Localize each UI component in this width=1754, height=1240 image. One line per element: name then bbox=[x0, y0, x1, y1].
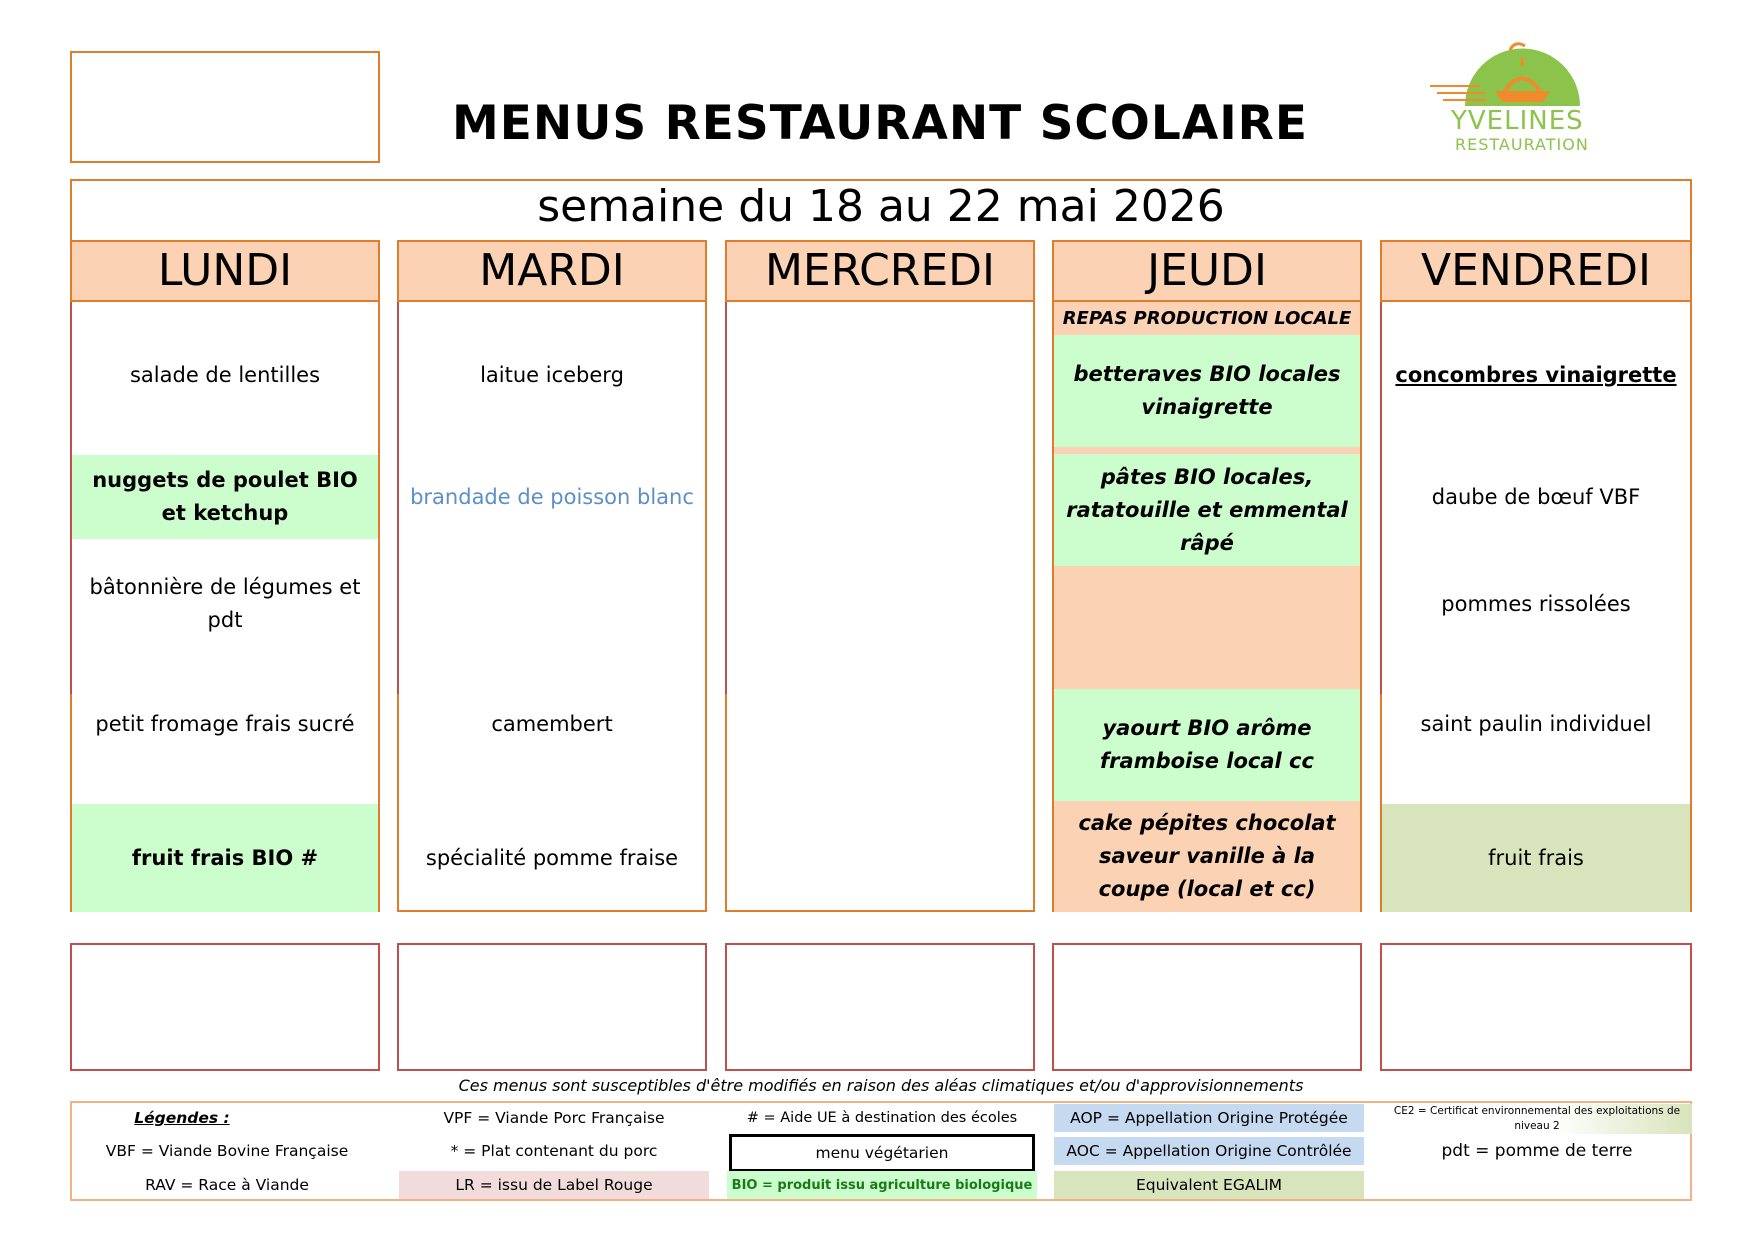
jeudi-dessert: cake pépites chocolat saveur vanille à la coupe (local et cc) bbox=[1054, 801, 1360, 912]
jeudi-entree: betteraves BIO locales vinaigrette bbox=[1054, 335, 1360, 447]
lundi-dessert: fruit frais BIO # bbox=[72, 804, 378, 912]
header-empty-box bbox=[70, 51, 380, 163]
legend-aop: AOP = Appellation Origine Protégée bbox=[1054, 1104, 1364, 1132]
bottom-box-jeudi bbox=[1052, 943, 1362, 1071]
legend-box bbox=[70, 1101, 1692, 1201]
bottom-box-mercredi bbox=[725, 943, 1035, 1071]
day-header-mardi: MARDI bbox=[399, 242, 705, 302]
page-title: MENUS RESTAURANT SCOLAIRE bbox=[452, 96, 1308, 151]
legend-bio: BIO = produit issu agriculture biologique bbox=[727, 1171, 1037, 1199]
legend-egalim: Equivalent EGALIM bbox=[1054, 1171, 1364, 1199]
legend-ce2: CE2 = Certificat environnemental des exploitations de niveau 2 bbox=[1382, 1104, 1692, 1134]
legend-rav: RAV = Race à Viande bbox=[145, 1176, 309, 1194]
legend-aoc: AOC = Appellation Origine Contrôlée bbox=[1054, 1137, 1364, 1165]
legend-vegetarien: menu végétarien bbox=[729, 1134, 1035, 1172]
day-column-lundi bbox=[70, 240, 380, 912]
logo-text-restauration: RESTAURATION bbox=[1455, 135, 1589, 154]
bottom-box-lundi bbox=[70, 943, 380, 1071]
jeudi-plat: pâtes BIO locales, ratatouille et emmental râpé bbox=[1054, 454, 1360, 566]
jeudi-accompagnement bbox=[1054, 566, 1360, 689]
lundi-plat: nuggets de poulet BIO et ketchup bbox=[72, 455, 378, 539]
bottom-box-vendredi bbox=[1380, 943, 1692, 1071]
lundi-accompagnement: bâtonnière de légumes et pdt bbox=[89, 575, 361, 632]
disclaimer-note: Ces menus sont susceptibles d'être modifiés en raison des aléas climatiques et/ou d'approvisionnements bbox=[458, 1076, 1304, 1095]
day-header-jeudi: JEUDI bbox=[1054, 242, 1360, 302]
legend-pdt: pdt = pomme de terre bbox=[1441, 1141, 1633, 1161]
vendredi-laitage: saint paulin individuel bbox=[1420, 711, 1652, 736]
week-title: semaine du 18 au 22 mai 2026 bbox=[537, 181, 1225, 232]
jeudi-separator bbox=[1054, 447, 1360, 454]
lundi-laitage: petit fromage frais sucré bbox=[95, 711, 355, 736]
day-column-vendredi bbox=[1380, 240, 1692, 912]
vendredi-plat: daube de bœuf VBF bbox=[1431, 484, 1641, 509]
day-header-mercredi: MERCREDI bbox=[727, 242, 1033, 302]
day-column-jeudi bbox=[1052, 240, 1362, 912]
mardi-laitage: camembert bbox=[491, 711, 613, 736]
vendredi-entree: concombres vinaigrette bbox=[1395, 363, 1677, 387]
jeudi-laitage: yaourt BIO arôme framboise local cc bbox=[1054, 689, 1360, 801]
day-header-vendredi: VENDREDI bbox=[1382, 242, 1690, 302]
legend-vbf: VBF = Viande Bovine Française bbox=[105, 1142, 349, 1160]
mardi-dessert: spécialité pomme fraise bbox=[425, 845, 679, 870]
mardi-entree: laitue iceberg bbox=[480, 363, 624, 387]
day-column-mardi bbox=[397, 240, 707, 912]
day-column-mercredi bbox=[725, 240, 1035, 912]
lundi-entree: salade de lentilles bbox=[129, 363, 321, 387]
jeudi-banner: REPAS PRODUCTION LOCALE bbox=[1054, 302, 1360, 335]
legend-vpf: VPF = Viande Porc Française bbox=[443, 1109, 665, 1127]
vendredi-accompagnement: pommes rissolées bbox=[1441, 591, 1631, 616]
mardi-plat: brandade de poisson blanc bbox=[410, 484, 694, 509]
vendredi-dessert: fruit frais bbox=[1382, 804, 1690, 912]
logo-dome-icon bbox=[1425, 36, 1595, 116]
column-left-accent bbox=[725, 302, 727, 694]
legend-porc: * = Plat contenant du porc bbox=[450, 1142, 658, 1160]
legend-title: Légendes : bbox=[134, 1109, 230, 1127]
legend-hash: # = Aide UE à destination des écoles bbox=[746, 1110, 1018, 1126]
logo-text-yvelines: YVELINES bbox=[1451, 106, 1584, 136]
legend-lr: LR = issu de Label Rouge bbox=[399, 1171, 709, 1199]
bottom-box-mardi bbox=[397, 943, 707, 1071]
day-header-lundi: LUNDI bbox=[72, 242, 378, 302]
yvelines-restauration-logo bbox=[1425, 36, 1595, 156]
